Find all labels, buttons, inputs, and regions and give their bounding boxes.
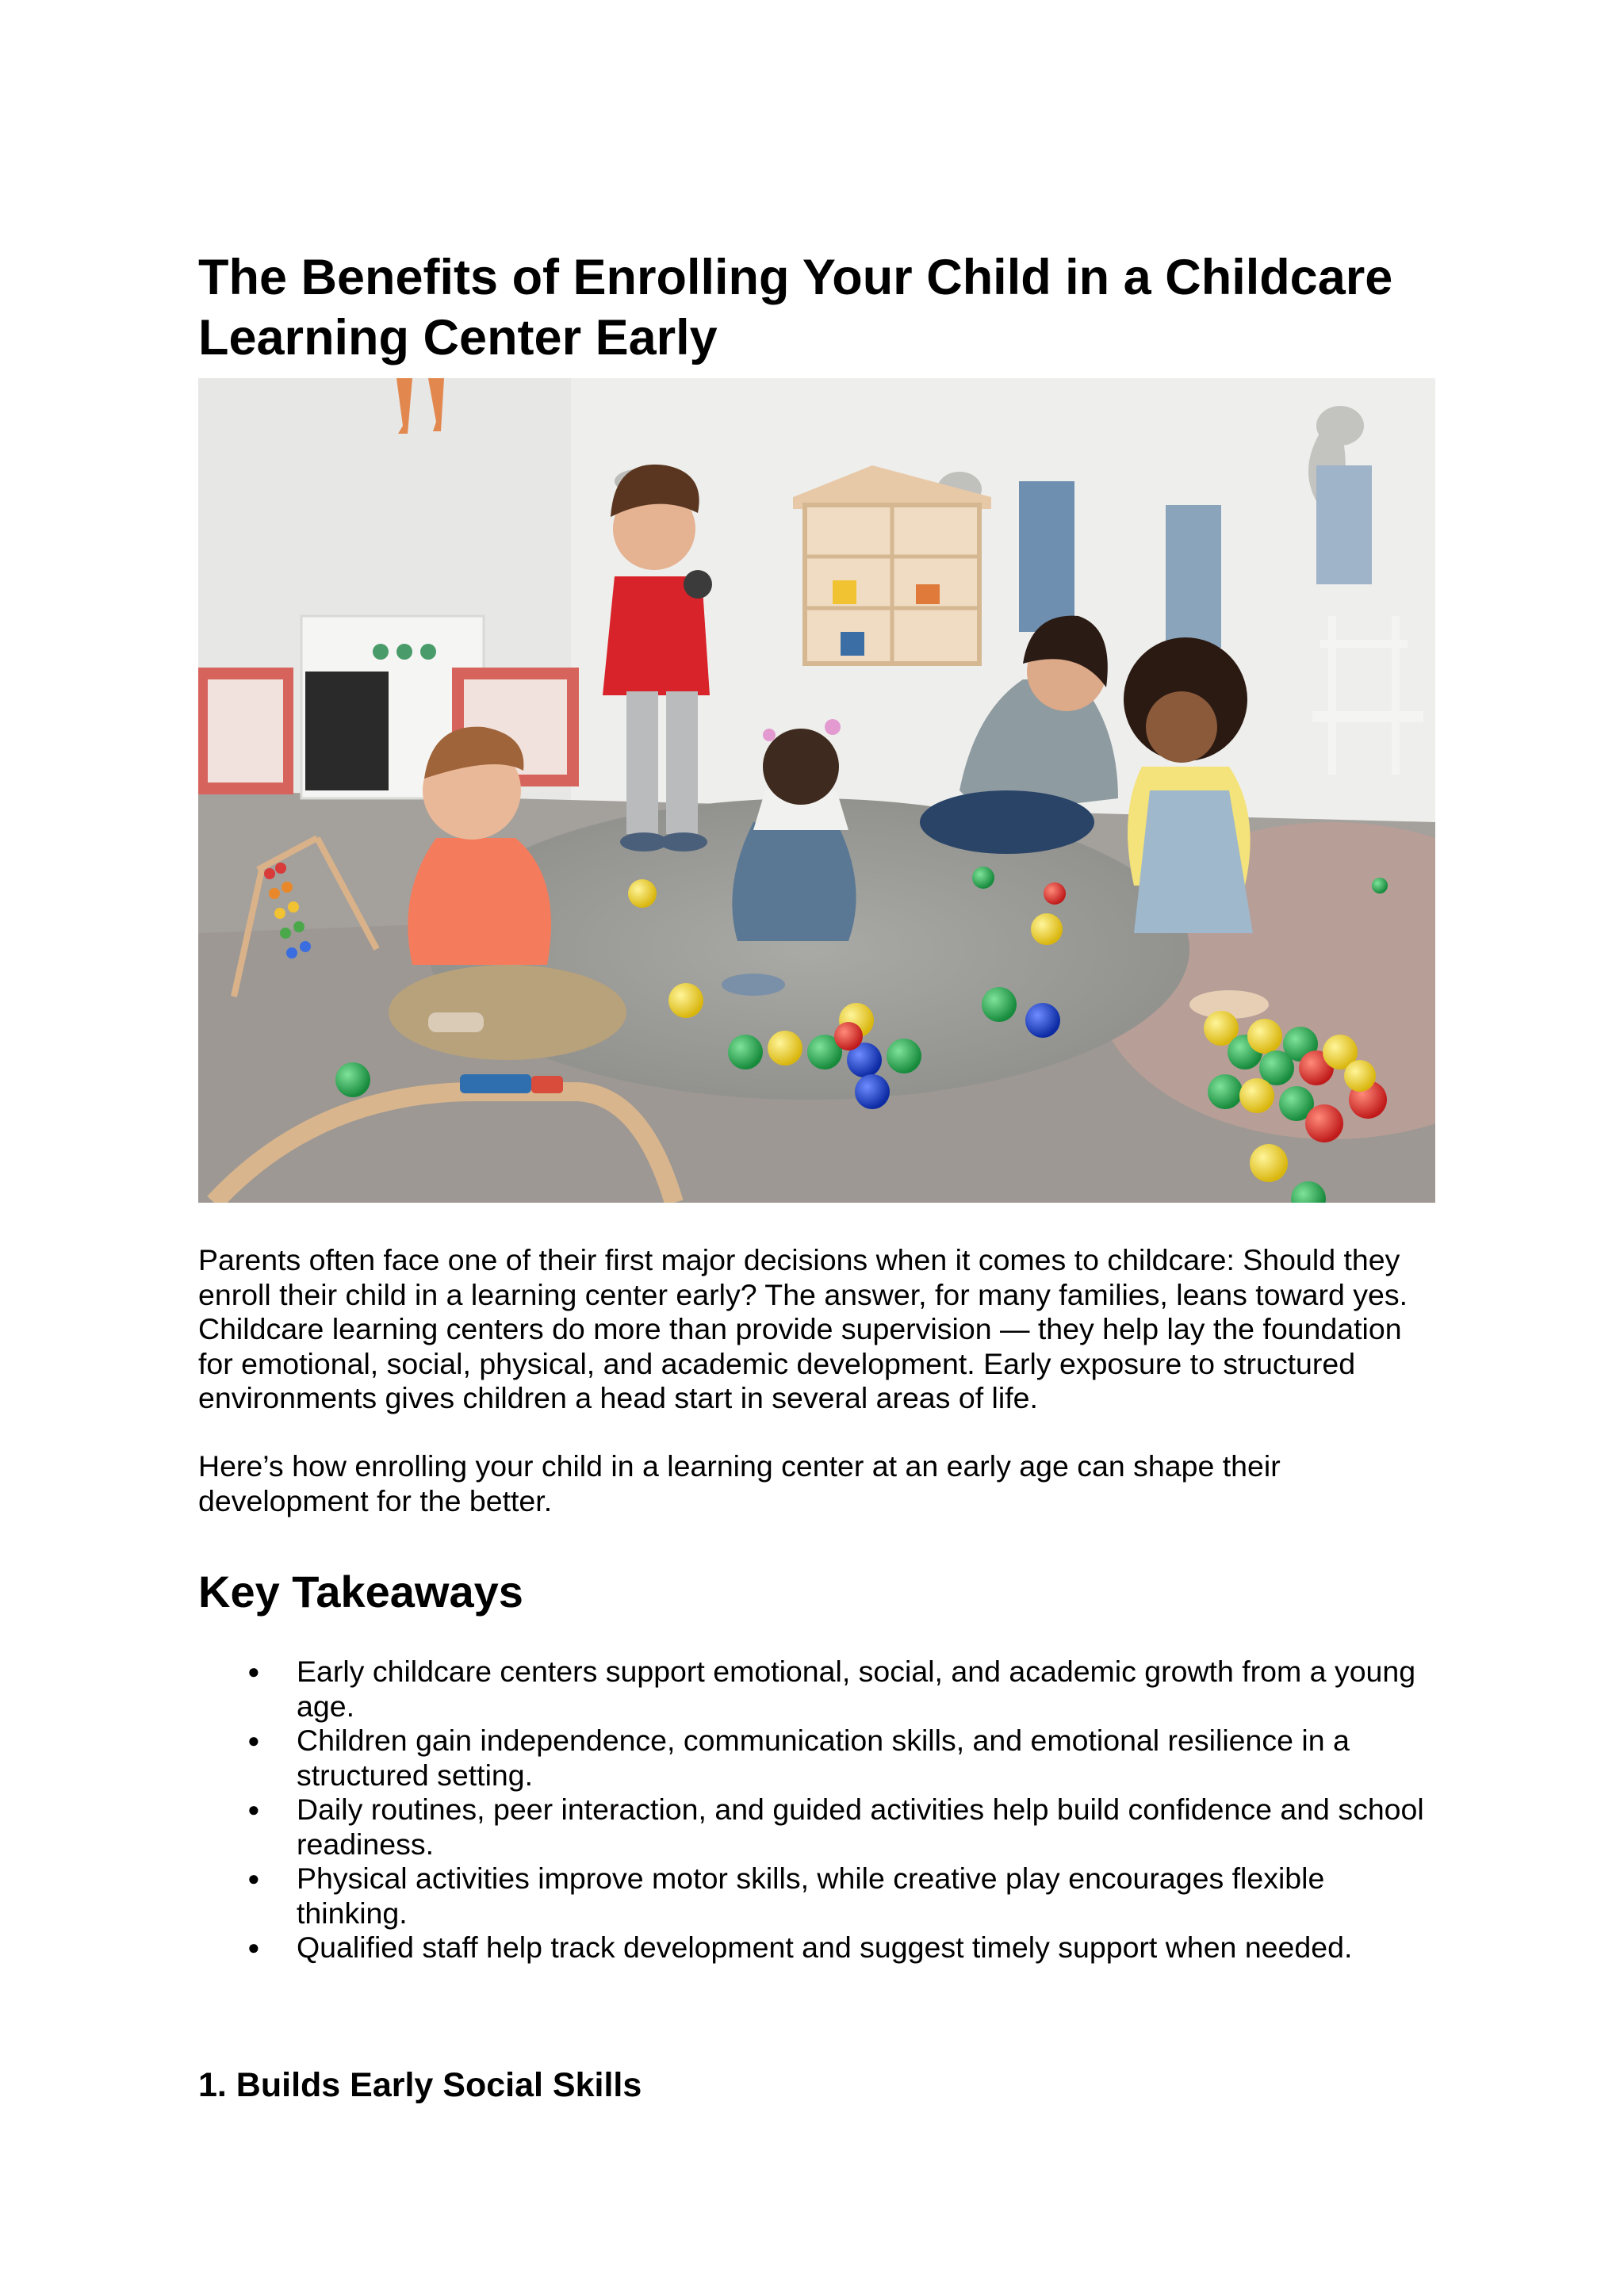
bullet-icon: ● — [247, 1935, 260, 1959]
hero-photo-childcare-playroom — [198, 378, 1435, 1203]
article-title: The Benefits of Enrolling Your Child in a Childcare Learning Center Early — [198, 250, 1393, 365]
bullet-icon: ● — [247, 1659, 260, 1683]
list-item — [198, 1931, 1443, 1965]
list-item — [198, 1793, 1443, 1862]
list-item-text: Children gain independence, communication skills, and emotional resilience in a structured setting. — [297, 1724, 1350, 1792]
list-item — [198, 1862, 1443, 1931]
bullet-icon: ● — [247, 1728, 260, 1752]
intro-paragraph: Here’s how enrolling your child in a learning center at an early age can shape their development for the better. — [198, 1449, 1281, 1517]
list-item-text: Early childcare centers support emotional, social, and academic growth from a young age. — [297, 1655, 1416, 1723]
key-takeaways-list — [198, 1655, 1443, 1965]
section-heading: 1. Builds Early Social Skills — [198, 2066, 642, 2104]
list-item — [198, 1655, 1443, 1724]
bullet-icon: ● — [247, 1866, 260, 1890]
list-item-text: Physical activities improve motor skills, while creative play encourages flexible thinking. — [297, 1862, 1325, 1930]
list-item — [198, 1724, 1443, 1793]
bullet-icon: ● — [247, 1797, 260, 1821]
list-item-text: Qualified staff help track development and suggest timely support when needed. — [297, 1931, 1353, 1964]
key-takeaways-heading: Key Takeaways — [198, 1567, 523, 1617]
intro-paragraph: Parents often face one of their first major decisions when it comes to childcare: Should they enroll their child in a learning center early? The answer, for many families, leans toward yes. Childcare learning centers do more than provide supervision — they help lay the foundation for emotional, social, physical, and academic development. Early exposure to structured environments gives children a head start in several areas of life. — [198, 1243, 1408, 1414]
list-item-text: Daily routines, peer interaction, and guided activities help build confidence and school readiness. — [297, 1793, 1424, 1861]
